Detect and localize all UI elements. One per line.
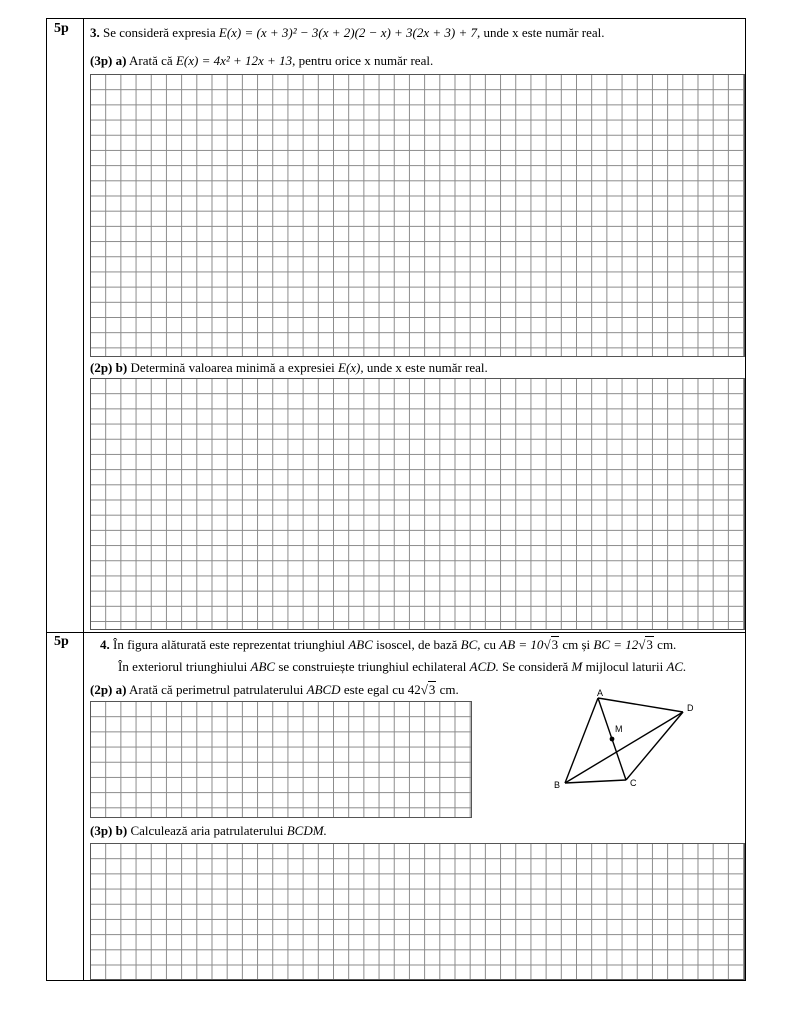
point-m-marker bbox=[610, 737, 615, 742]
label-c: C bbox=[630, 778, 637, 788]
geometry-figure bbox=[548, 684, 738, 794]
segment-bc bbox=[565, 780, 626, 783]
problem3-points: 5p bbox=[54, 21, 69, 36]
points-column-divider bbox=[83, 18, 84, 981]
problem4-points: 5p bbox=[54, 634, 69, 649]
label-a: A bbox=[597, 688, 604, 698]
answer-grid-3b[interactable] bbox=[90, 378, 745, 630]
problem3-expression: E(x) = (x + 3)² − 3(x + 2)(2 − x) + 3(2x + 3) + 7 bbox=[218, 25, 478, 40]
label-b: B bbox=[554, 780, 561, 790]
problem4-part-a-prompt: (2p) a) Arată că perimetrul patrulaterului ABCD este egal cu 42√3 cm. bbox=[90, 682, 459, 697]
answer-grid-4a[interactable] bbox=[90, 701, 472, 818]
label-m: M bbox=[615, 724, 623, 734]
problem3-statement: 3. Se consideră expresia E(x) = (x + 3)² − 3(x + 2)(2 − x) + 3(2x + 3) + 7, unde x este număr real. bbox=[90, 25, 605, 40]
segment-cd bbox=[626, 712, 683, 780]
problem4-statement-line1: 4. În figura alăturată este reprezentat triunghiul ABC isoscel, de bază BC, cu AB = 10√3 cm și BC = 12√3 cm. bbox=[100, 637, 677, 652]
segment-ab bbox=[565, 698, 598, 783]
problem3-part-a-prompt: (3p) a) Arată că E(x) = 4x² + 12x + 13, pentru orice x număr real. bbox=[90, 53, 434, 68]
segment-ad bbox=[598, 698, 683, 712]
label-d: D bbox=[687, 703, 694, 713]
answer-grid-3a[interactable] bbox=[90, 74, 745, 357]
problem4-part-b-prompt: (3p) b) Calculează aria patrulaterului BCDM. bbox=[90, 823, 327, 838]
answer-grid-4b[interactable] bbox=[90, 843, 745, 980]
problem-separator bbox=[46, 632, 746, 633]
problem4-statement-line2: În exteriorul triunghiului ABC se construiește triunghiul echilateral ACD. Se consideră M mijlocul laturii AC. bbox=[118, 659, 687, 674]
problem3-part-b-prompt: (2p) b) Determină valoarea minimă a expresiei E(x), unde x este număr real. bbox=[90, 360, 488, 375]
